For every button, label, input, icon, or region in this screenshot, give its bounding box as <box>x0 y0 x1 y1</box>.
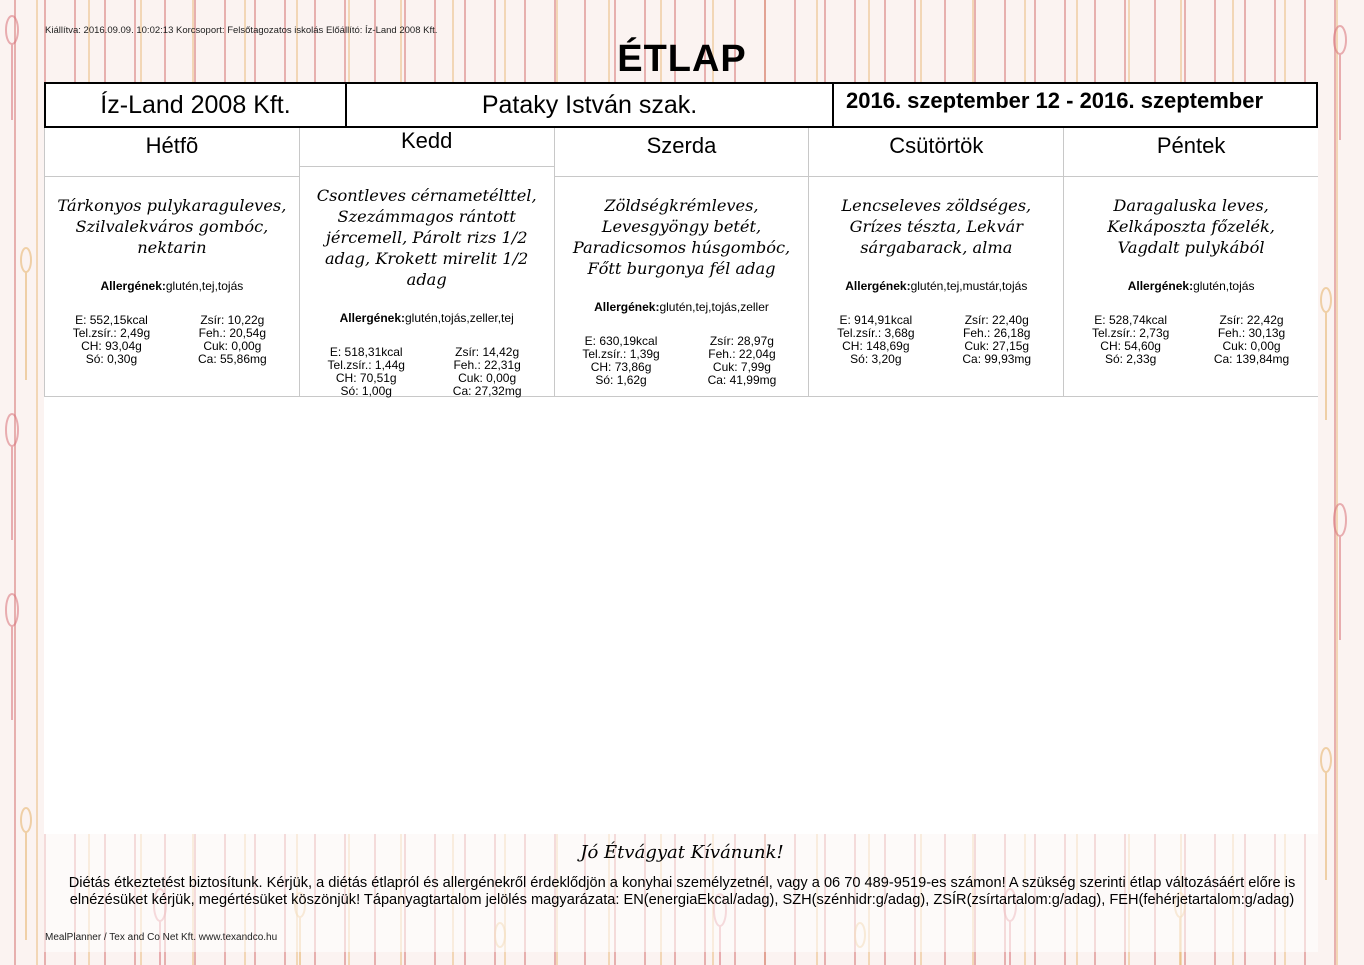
nutri-fat: Zsír: 22,40g <box>964 313 1029 327</box>
nutri-fat: Zsír: 22,42g <box>1219 313 1284 327</box>
nutri-sugar: Cuk: 7,99g <box>712 360 771 374</box>
nutri-salt: Só: 1,62g <box>595 373 647 387</box>
day-name: Péntek <box>1064 128 1318 177</box>
allergen-label: Allergének: <box>100 279 166 293</box>
allergen-label: Allergének: <box>845 279 911 293</box>
header-school: Pataky István szak. <box>345 84 832 126</box>
allergens <box>1064 279 1318 293</box>
weekly-menu-table <box>44 128 1318 397</box>
nutri-salt: Só: 1,00g <box>340 384 392 398</box>
nutri-sat-fat: Tel.zsír.: 2,73g <box>1091 326 1170 340</box>
menu-text: Daragaluska leves, Kelkáposzta főzelék, Vagdalt pulykából <box>1107 196 1275 257</box>
nutri-sugar: Cuk: 27,15g <box>964 339 1030 353</box>
nutri-calcium: Ca: 41,99mg <box>707 373 777 387</box>
menu-text: Zöldségkrémleves, Levesgyöngy betét, Paradicsomos húsgombóc, Főtt burgonya fél adag <box>572 196 791 278</box>
nutri-calcium: Ca: 27,32mg <box>452 384 522 398</box>
allergen-list: glutén,tej,tojás <box>165 279 244 293</box>
nutri-carbs: CH: 73,86g <box>590 360 652 374</box>
nutri-protein: Feh.: 26,18g <box>963 326 1031 340</box>
allergens <box>300 311 554 325</box>
nutri-calcium: Ca: 55,86mg <box>197 352 267 366</box>
nutri-calcium: Ca: 139,84mg <box>1213 352 1290 366</box>
issued-line: Kiállítva: 2016.09.09. 10:02:13 Korcsoport: Felsőtagozatos iskolás Előállító: Íz-Land 2008 Kft. <box>45 25 438 36</box>
day-name: Csütörtök <box>809 128 1063 177</box>
nutrition-grid <box>809 314 1063 366</box>
allergen-list: glutén,tej,mustár,tojás <box>910 279 1028 293</box>
closing-wish: Jó Étvágyat Kívánunk! <box>580 842 784 863</box>
day-column-tuesday <box>299 128 554 396</box>
menu-text: Lencseleves zöldséges, Grízes tészta, Lekvár sárgabarack, alma <box>841 196 1032 257</box>
nutri-sat-fat: Tel.zsír.: 1,39g <box>582 347 660 361</box>
nutri-energy: E: 914,91kcal <box>839 313 913 327</box>
header-row <box>44 82 1318 128</box>
allergen-label: Allergének: <box>339 311 405 325</box>
nutrition-grid <box>555 335 809 387</box>
allergens <box>45 279 299 293</box>
nutri-sat-fat: Tel.zsír.: 3,68g <box>837 326 915 340</box>
day-name: Szerda <box>555 128 809 177</box>
menu-text: Tárkonyos pulykaraguleves, Szilvalekváros gombóc, nektarin <box>57 196 287 257</box>
nutri-sugar: Cuk: 0,00g <box>458 371 517 385</box>
footer-credit: MealPlanner / Tex and Co Net Kft. www.texandco.hu <box>45 932 278 943</box>
menu-text: Csontleves cérnametélttel, Szezámmagos rántott jércemell, Párolt rizs 1/2 adag, Krokett mirelit 1/2 adag <box>316 186 537 289</box>
nutri-calcium: Ca: 99,93mg <box>962 352 1032 366</box>
diet-note: Diétás étkeztetést biztosítunk. Kérjük, a diétás étlapról és allergénekről érdeklődjön a konyhai személyzetnél, vagy a 06 70 489-9519-es számon! A szükség szerinti étlap változásáért előre is elnézésüket kérjük, megértésüket köszönjük! Tápanyagtartalom jelölés magyarázata: EN(energiaEkcal/adag), SZH(szénhidr:g/adag), ZSÍR(zsírtartalom:g/adag), FEH(fehérjetartalom:g/adag) <box>68 875 1296 908</box>
allergen-label: Allergének: <box>1127 279 1194 293</box>
nutri-protein: Feh.: 22,04g <box>708 347 776 361</box>
nutri-protein: Feh.: 22,31g <box>453 358 521 372</box>
allergen-list: glutén,tej,tojás,zeller <box>659 300 769 314</box>
day-column-friday <box>1063 128 1318 396</box>
nutri-salt: Só: 0,30g <box>85 352 138 366</box>
nutrition-grid <box>1064 314 1318 366</box>
allergens <box>555 300 809 314</box>
nutri-fat: Zsír: 10,22g <box>200 313 265 327</box>
nutri-carbs: CH: 54,60g <box>1100 339 1161 353</box>
nutri-carbs: CH: 70,51g <box>335 371 397 385</box>
nutri-protein: Feh.: 20,54g <box>198 326 267 340</box>
header-date-range: 2016. szeptember 12 - 2016. szeptember <box>832 84 1316 126</box>
day-column-monday <box>44 128 299 396</box>
day-column-wednesday <box>554 128 809 396</box>
nutri-energy: E: 552,15kcal <box>75 313 148 327</box>
allergen-list: glutén,tojás <box>1193 279 1255 293</box>
allergen-list: glutén,tojás,zeller,tej <box>405 311 514 325</box>
nutri-salt: Só: 3,20g <box>850 352 902 366</box>
nutri-sugar: Cuk: 0,00g <box>203 339 262 353</box>
nutrition-grid <box>300 346 554 398</box>
header-company: Íz-Land 2008 Kft. <box>100 90 291 119</box>
nutrition-grid <box>45 314 299 366</box>
page-title: ÉTLAP <box>617 38 747 80</box>
nutri-energy: E: 630,19kcal <box>584 334 658 348</box>
day-name: Hétfõ <box>45 128 299 177</box>
nutri-sat-fat: Tel.zsír.: 1,44g <box>327 358 405 372</box>
allergen-label: Allergének: <box>594 300 660 314</box>
nutri-carbs: CH: 148,69g <box>842 339 910 353</box>
nutri-energy: E: 518,31kcal <box>329 345 403 359</box>
day-name: Kedd <box>300 128 554 167</box>
day-column-thursday <box>808 128 1063 396</box>
nutri-sugar: Cuk: 0,00g <box>1222 339 1281 353</box>
nutri-salt: Só: 2,33g <box>1104 352 1157 366</box>
nutri-fat: Zsír: 14,42g <box>455 345 520 359</box>
nutri-carbs: CH: 93,04g <box>81 339 142 353</box>
nutri-sat-fat: Tel.zsír.: 2,49g <box>72 326 151 340</box>
nutri-energy: E: 528,74kcal <box>1094 313 1167 327</box>
nutri-protein: Feh.: 30,13g <box>1217 326 1286 340</box>
allergens <box>809 279 1063 293</box>
nutri-fat: Zsír: 28,97g <box>709 334 774 348</box>
